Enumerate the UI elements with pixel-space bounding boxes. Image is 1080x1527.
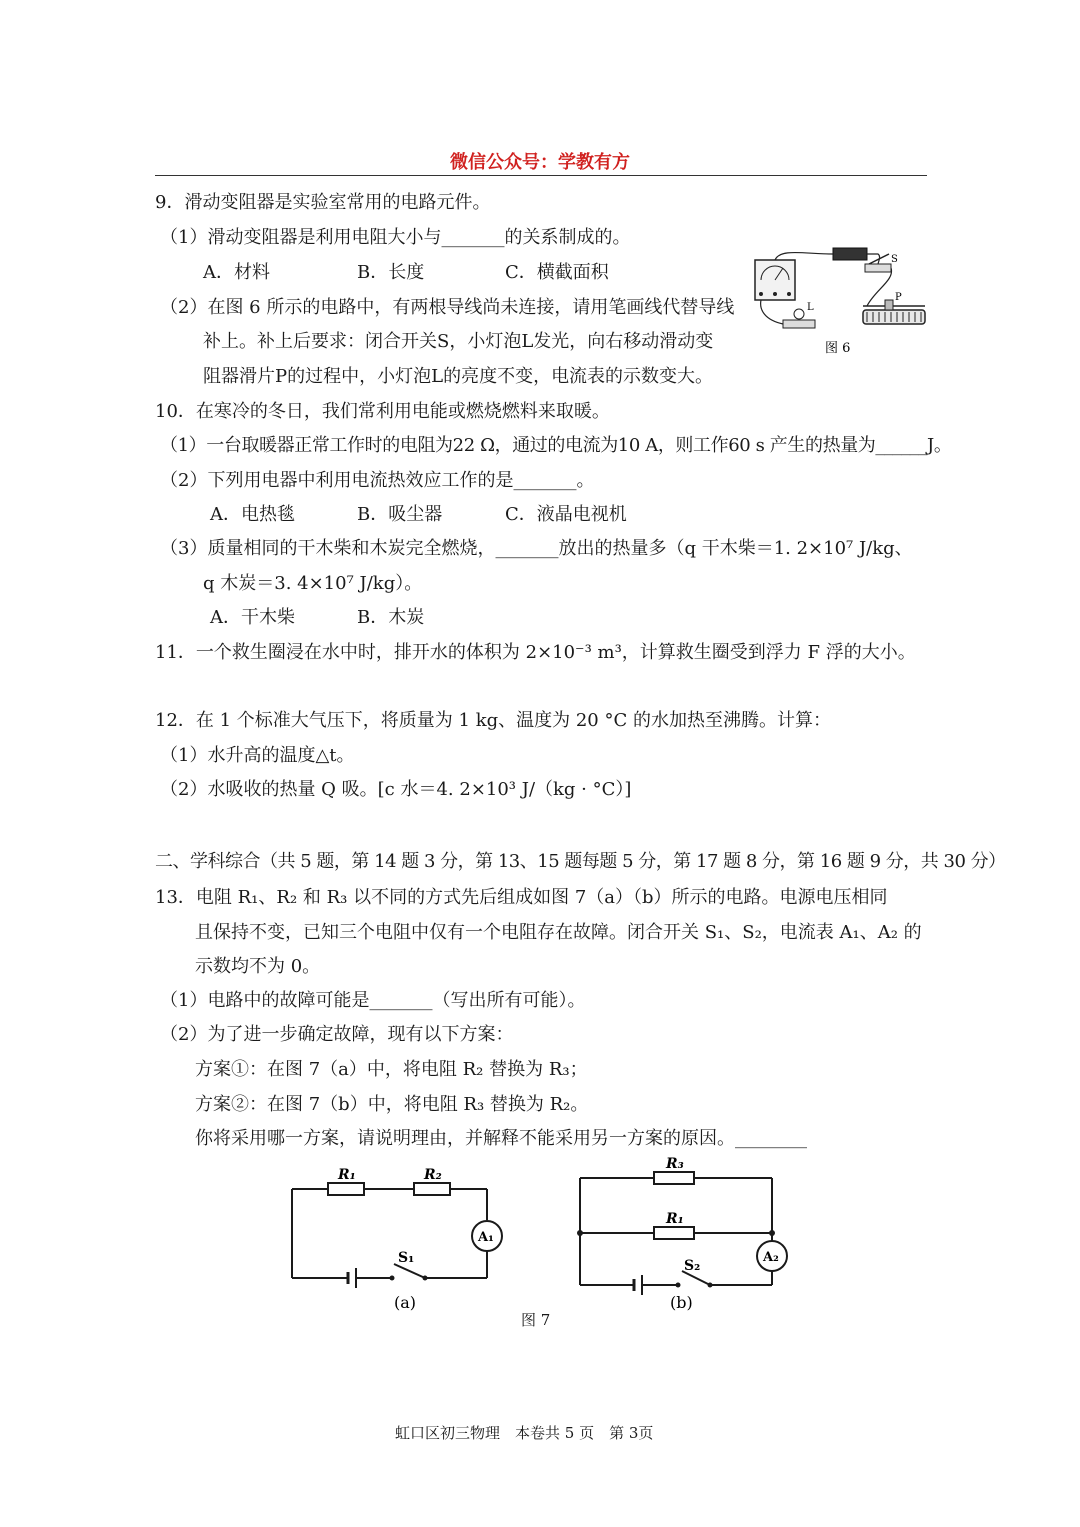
header-rule	[155, 175, 927, 176]
q13-part1: （1）电路中的故障可能是_______（写出所有可能）。	[160, 990, 586, 1011]
q10-option-a2: A．干木柴	[210, 607, 295, 628]
fig7b-ammeter-label: A₂	[763, 1250, 779, 1265]
fig7b-label-r3: R₃	[666, 1156, 684, 1172]
q9-option-a: A．材料	[203, 262, 270, 283]
q10-option-b: B．吸尘器	[357, 504, 443, 525]
q10-option-b2: B．木炭	[357, 607, 425, 628]
figure-7b-circuit	[570, 1150, 795, 1318]
q11-text: 11．一个救生圈浸在水中时，排开水的体积为 2×10⁻³ m³，计算救生圈受到浮力 F 浮的大小。	[155, 642, 916, 663]
q13-plan2: 方案②：在图 7（b）中，将电阻 R₃ 替换为 R₂。	[195, 1094, 589, 1115]
figure-6-label-p: P	[895, 292, 902, 303]
fig7b-caption: (b)	[670, 1293, 693, 1312]
q13-plan1: 方案①：在图 7（a）中，将电阻 R₂ 替换为 R₃；	[195, 1059, 588, 1080]
q10-part3-line2: q 木炭＝3. 4×10⁷ J/kg）。	[203, 573, 423, 594]
q13-ask: 你将采用哪一方案，请说明理由，并解释不能采用另一方案的原因。________	[195, 1128, 807, 1149]
q9-part2-line3: 阻器滑片P的过程中，小灯泡L的亮度不变，电流表的示数变大。	[203, 366, 714, 387]
q9-part1: （1）滑动变阻器是利用电阻大小与_______的关系制成的。	[160, 227, 631, 248]
q13-stem-line2: 且保持不变，已知三个电阻中仅有一个电阻存在故障。闭合开关 S₁、S₂，电流表 A₁、A₂ 的	[195, 922, 922, 943]
figure-6-caption: 图 6	[825, 341, 851, 356]
ammeter-device	[755, 260, 795, 300]
fig7a-switch-label: S₁	[398, 1250, 415, 1266]
fig7a-caption: (a)	[394, 1293, 417, 1312]
q13-stem-line3: 示数均不为 0。	[195, 956, 321, 977]
q9-option-b: B．长度	[357, 262, 425, 283]
q12-stem: 12．在 1 个标准大气压下，将质量为 1 kg、温度为 20 °C 的水加热至沸腾。计算：	[155, 710, 831, 731]
fig7b-switch-label: S₂	[684, 1258, 701, 1274]
q13-stem-line1: 13．电阻 R₁、R₂ 和 R₃ 以不同的方式先后组成如图 7（a）（b）所示的电路。电源电压相同	[155, 887, 888, 908]
battery-device	[833, 248, 867, 260]
section-2-title: 二、学科综合（共 5 题，第 14 题 3 分，第 13、15 题每题 5 分，第 17 题 8 分，第 16 题 9 分，共 30 分）	[155, 851, 1006, 872]
figure-6-label-s: S	[891, 254, 898, 265]
q10-part1: （1）一台取暖器正常工作时的电阻为22 Ω，通过的电流为10 A，则工作60 s 产生的热量为______J。	[160, 435, 952, 456]
q13-part2: （2）为了进一步确定故障，现有以下方案：	[160, 1024, 514, 1045]
page-header: 微信公众号：学教有方	[450, 152, 630, 173]
fig7a-label-r2: R₂	[424, 1167, 442, 1183]
figure-6-label-l: L	[807, 302, 814, 313]
figure-6-apparatus	[745, 240, 935, 360]
q10-part3-line1: （3）质量相同的干木柴和木炭完全燃烧，_______放出的热量多（q 干木柴＝1. 2×10⁷ J/kg、	[160, 538, 913, 559]
q12-part2: （2）水吸收的热量 Q 吸。[c 水＝4. 2×10³ J/（kg · °C）]	[160, 779, 632, 800]
q9-part2-line2: 补上。补上后要求：闭合开关S，小灯泡L发光，向右移动滑动变	[203, 331, 714, 352]
q10-stem: 10．在寒冷的冬日，我们常利用电能或燃烧燃料来取暖。	[155, 401, 610, 422]
q9-stem: 9．滑动变阻器是实验室常用的电路元件。	[155, 192, 491, 213]
fig7a-ammeter-label: A₁	[478, 1230, 494, 1245]
q10-part2: （2）下列用电器中利用电流热效应工作的是_______。	[160, 470, 595, 491]
figure-7-caption: 图 7	[521, 1311, 551, 1329]
fig7a-label-r1: R₁	[338, 1167, 356, 1183]
figure-7a-circuit	[280, 1158, 505, 1318]
q9-option-c: C．横截面积	[505, 262, 609, 283]
rheostat-device	[863, 300, 925, 324]
q12-part1: （1）水升高的温度△t。	[160, 745, 355, 766]
fig7b-label-r1: R₁	[666, 1211, 684, 1227]
q9-part2-line1: （2）在图 6 所示的电路中，有两根导线尚未连接，请用笔画线代替导线	[160, 297, 735, 318]
q10-option-c: C．液晶电视机	[505, 504, 627, 525]
page-footer: 虹口区初三物理 本卷共 5 页 第 3页	[395, 1424, 654, 1442]
q10-option-a: A．电热毯	[210, 504, 295, 525]
